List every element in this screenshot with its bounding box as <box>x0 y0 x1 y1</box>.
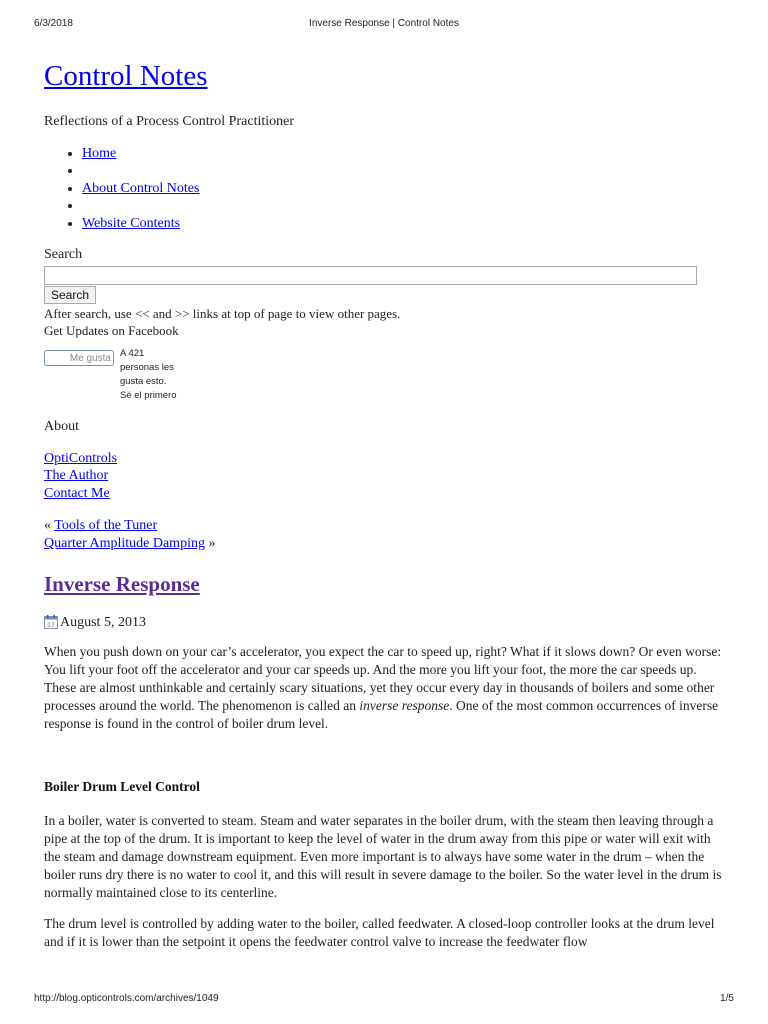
print-header <box>34 18 734 32</box>
post-navigation <box>44 517 728 552</box>
previous-post: « Tools of the Tuner <box>44 518 158 534</box>
site-title-link[interactable]: Control Notes <box>44 60 208 92</box>
nav-item-empty <box>82 162 728 179</box>
calendar-icon <box>44 615 58 629</box>
nav-item-empty <box>82 197 728 214</box>
about-link-contact-me[interactable]: Contact Me <box>44 485 110 501</box>
nav-link-website-contents[interactable]: Website Contents <box>82 215 181 231</box>
page-content <box>44 56 728 965</box>
post-paragraph: In a boiler, water is converted to steam. Steam and water separates in the boiler drum, with the steam then leaving through a pipe at the top of the drum. It is important to keep the level of water in the drum away from this pipe or water will exit with the steam and damage downstream equipment. Even more important is to always have some water in the drum – when the boiler runs dry there is no water to cool it, and this will result in severe damage to the boiler. So the water level in the drum is normally maintained close to its centerline. <box>44 813 722 900</box>
facebook-like-button[interactable]: Me gusta <box>44 350 114 366</box>
nav-item-home <box>82 145 728 162</box>
print-footer <box>34 993 734 1007</box>
section-heading: Boiler Drum Level Control <box>44 779 200 795</box>
next-post: Quarter Amplitude Damping » <box>44 535 216 551</box>
search-label: Search <box>44 246 83 262</box>
about-heading: About <box>44 418 79 434</box>
print-date: 6/3/2018 <box>34 18 73 29</box>
emphasis-inverse-response: inverse response <box>359 697 450 713</box>
next-post-link[interactable]: Quarter Amplitude Damping <box>44 535 205 551</box>
nav-item-contents <box>82 215 728 232</box>
search-button[interactable]: Search <box>44 286 96 304</box>
search-input[interactable] <box>44 266 697 285</box>
facebook-like-count: A 421 personas les gusta esto. Sé el primero <box>120 347 177 401</box>
post-date-text: August 5, 2013 <box>60 615 146 631</box>
about-links <box>44 450 728 503</box>
print-page-title: Inverse Response | Control Notes <box>309 18 459 29</box>
facebook-like-widget <box>44 347 728 405</box>
previous-post-link[interactable]: Tools of the Tuner <box>54 518 158 534</box>
search-note: After search, use << and >> links at top of page to view other pages. <box>44 305 401 321</box>
nav-item-about <box>82 180 728 197</box>
nav-link-home[interactable]: Home <box>82 146 117 161</box>
post-intro-paragraph: When you push down on your car’s accelerator, you expect the car to speed up, right? What if it slows down? Or even worse: You lift your foot off the accelerator and your car speeds up. And the more you lift your foot, the more the car speeds up. These are almost unthinkable and certainly scary situations, yet they occur every day in thousands of boilers and some other processes around the world. The phenomenon is called an inverse response. One of the most common occurrences of inverse response is found in the control of boiler drum level. <box>44 644 722 731</box>
site-tagline: Reflections of a Process Control Practitioner <box>44 114 294 129</box>
post-date <box>44 614 728 632</box>
svg-text:17: 17 <box>47 622 55 630</box>
facebook-heading: Get Updates on Facebook <box>44 322 179 338</box>
print-page-number: 1/5 <box>720 993 734 1004</box>
nav-link-about-control-notes[interactable]: About Control Notes <box>82 180 200 196</box>
about-link-the-author[interactable]: The Author <box>44 468 109 484</box>
post-paragraph: The drum level is controlled by adding water to the boiler, called feedwater. A closed-loop controller looks at the drum level and if it is lower than the setpoint it opens the feedwater control valve to increase the feedwater flow <box>44 916 715 950</box>
main-nav <box>44 145 728 232</box>
print-url: http://blog.opticontrols.com/archives/1049 <box>34 993 219 1004</box>
about-link-opticontrols[interactable]: OptiControls <box>44 450 118 466</box>
post-title <box>44 570 728 598</box>
post-title-link[interactable]: Inverse Response <box>44 572 200 597</box>
site-title <box>44 56 728 96</box>
